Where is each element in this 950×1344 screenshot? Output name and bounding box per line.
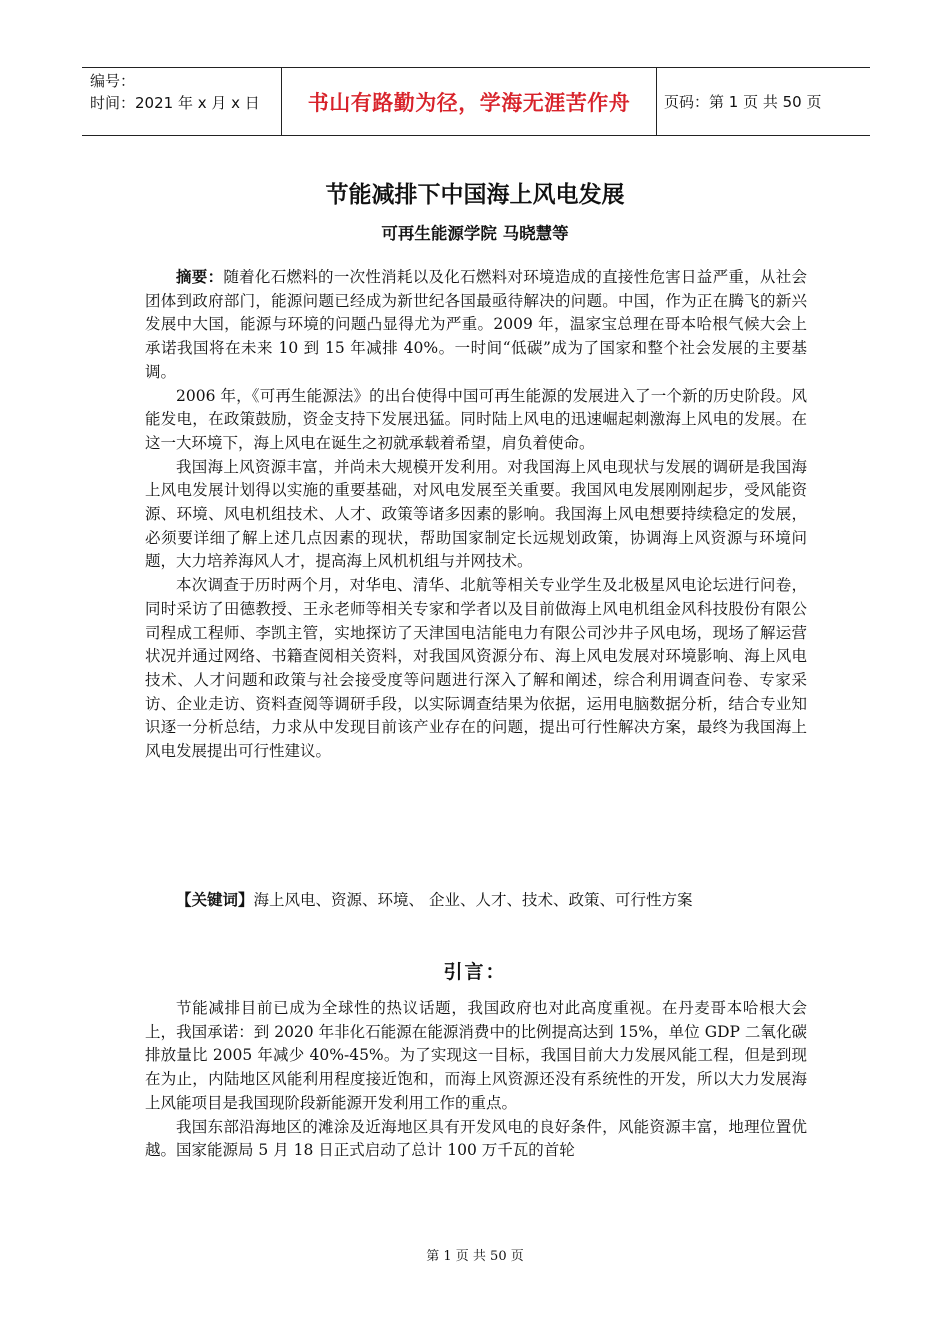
keywords-section bbox=[145, 889, 807, 913]
header-meta-cell bbox=[82, 68, 282, 135]
page-footer: 第 1 页 共 50 页 bbox=[426, 1249, 524, 1264]
document-date: 时间：2021 年 x 月 x 日 bbox=[90, 94, 260, 112]
document-number-label: 编号： bbox=[90, 72, 136, 90]
abstract-paragraph: 我国海上风资源丰富，并尚未大规模开发利用。对我国海上风电现状与发展的调研是我国海上风电发展计划得以实施的重要基础，对风电发展至关重要。我国风电发展刚刚起步，受风能资源、环境、风电机组技术、人才、政策等诸多因素的影响。我国海上风电想要持续稳定的发展，必须要详细了解上述几点因素的现状，帮助国家制定长远规划政策，协调海上风资源与环境问题，大力培养海风人才，提高海上风机机组与并网技术。 bbox=[145, 457, 807, 571]
abstract-paragraph: 2006 年，《可再生能源法》的出台使得中国可再生能源的发展进入了一个新的历史阶段。风能发电，在政策鼓励，资金支持下发展迅猛。同时陆上风电的迅速崛起刺激海上风电的发展。在这一大环境下，海上风电在诞生之初就承载着希望，肩负着使命。 bbox=[145, 386, 807, 452]
motto-text: 书山有路勤为径，学海无涯苦作舟 bbox=[307, 90, 631, 115]
abstract-section bbox=[145, 266, 807, 764]
keywords-paragraph bbox=[145, 889, 807, 913]
intro-paragraph: 节能减排目前已成为全球性的热议话题，我国政府也对此高度重视。在丹麦哥本哈根大会上，我国承诺：到 2020 年非化石能源在能源消费中的比例提高达到 15%，单位 GDP 二氧化碳排放量比 2005 年减少 40%-45%。为了实现这一目标，我国目前大力发展风能工程，但是到现在为止，内陆地区风能利用程度接近饱和，而海上风资源还没有系统性的开发，所以大力发展海上风能项目是我国现阶段新能源开发利用工作的重点。 bbox=[145, 999, 807, 1112]
intro-section bbox=[145, 997, 807, 1163]
intro-paragraph: 我国东部沿海地区的滩涂及近海地区具有开发风电的良好条件，风能资源丰富，地理位置优越。国家能源局 5 月 18 日正式启动了总计 100 万千瓦的首轮 bbox=[145, 1117, 807, 1160]
page-info: 页码：第 1 页 共 50 页 bbox=[664, 93, 822, 111]
document-title: 节能减排下中国海上风电发展 bbox=[325, 182, 625, 208]
abstract-paragraph bbox=[145, 266, 807, 385]
intro-heading: 引言： bbox=[443, 961, 507, 983]
keywords-text: 海上风电、资源、环境、 企业、人才、技术、政策、可行性方案 bbox=[253, 891, 693, 909]
keywords-label: 【关键词】 bbox=[176, 891, 254, 909]
document-subtitle: 可再生能源学院 马晓慧等 bbox=[381, 224, 569, 243]
header-table bbox=[82, 67, 870, 136]
abstract-label: 摘要： bbox=[176, 268, 224, 286]
header-motto-cell bbox=[282, 68, 657, 135]
abstract-text: 随着化石燃料的一次性消耗以及化石燃料对环境造成的直接性危害日益严重，从社会团体到政府部门，能源问题已经成为新世纪各国最亟待解决的问题。中国，作为正在腾飞的新兴发展中大国，能源与环境的问题凸显得尤为严重。2009 年，温家宝总理在哥本哈根气候大会上承诺我国将在未来 10 到 15 年减排 40%。一时间“低碳”成为了国家和整个社会发展的主要基调。 bbox=[145, 268, 807, 381]
abstract-paragraph: 本次调查于历时两个月，对华电、清华、北航等相关专业学生及北极星风电论坛进行问卷，同时采访了田德教授、王永老师等相关专家和学者以及目前做海上风电机组金风科技股份有限公司程成工程师、李凯主管，实地探访了天津国电洁能电力有限公司沙井子风电场，现场了解运营状况并通过网络、书籍查阅相关资料，对我国风资源分布、海上风电发展对环境影响、海上风电技术、人才问题和政策与社会接受度等问题进行深入了解和阐述，综合利用调查问卷、专家采访、企业走访、资料查阅等调研手段，以实际调查结果为依据，运用电脑数据分析，结合专业知识逐一分析总结，力求从中发现目前该产业存在的问题，提出可行性解决方案，最终为我国海上风电发展提出可行性建议。 bbox=[145, 576, 807, 761]
header-page-cell bbox=[657, 68, 870, 135]
